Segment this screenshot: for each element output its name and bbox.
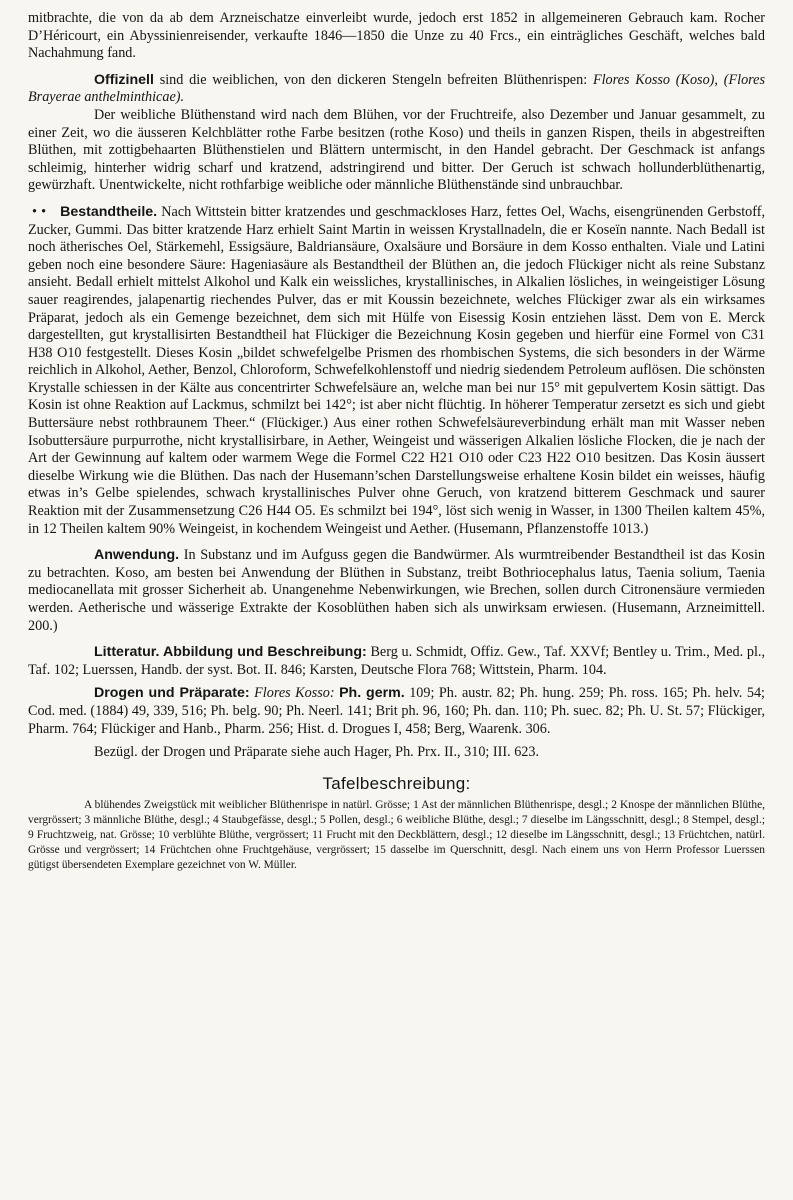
litteratur-text: Berg u. Schmidt, Offiz. Gew., Taf. XXVf; Bentley u. Trim., Med. pl., Taf. 102; Luerssen, Handb. der syst. Bot. II. 846; Karsten, Deutsche Flora 768; Wittstein, Pharm. 104. [28,644,765,678]
offizinell-text: sind die weiblichen, von den dickeren Stengeln befreiten Blüthenrispen: [153,71,593,88]
offizinell-heading: Offizinell [94,71,154,88]
spacer [28,63,765,72]
drogen-heading: Drogen und Präparate: [94,685,250,702]
offizinell-latin: Flores Kosso (Koso), (Flores Brayerae anthelminthicae). [28,71,765,106]
bestandtheile-text: Nach Wittstein bitter kratzendes und geschmackloses Harz, fettes Oel, Wachs, eisengrünenden Gerbstoff, Zucker, Gummi. Das bitter kratzende Harz erhielt Saint Martin in weissen Krystallnadeln, die er Koseïn nannte. Nach Bedall ist noch ätherisches Oel, Stärkemehl, Essigsäure, Baldriansäure, Oxalsäure und Borsäure in dem Kosso enthalten. Viale und Latini geben noch eine besondere Säure: Hageniasäure als Bestandtheil der Blüthen an, die jedoch Flückiger nicht als reine Substanz ansieht. Bedall erhielt mittelst Alkohol und Kalk ein weissliches, krystallinisches, in Alkalien lösliches, in weingeistiger Lösung sauer reagirendes, jalapenartig riechendes Pulver, das er mit Koussin bezeichnete, welches Flückiger zwar als ein wirksames Präparat, jedoch als ein Gemenge bezeichnet, dem sich mit Hülfe von Eisessig Kosin entziehen lässt. Dem von E. Merck dargestellten, gut krystallisirten Bestandtheil hat Flückiger die Bezeichnung Kosin gegeben und hierfür eine Formel von C31 H38 O10 festgestellt. Dieses Kosin „bildet schwefelgelbe Prismen des rhombischen Systems, die sich besonders in der Wärme reichlich in Alkohol, Aether, Benzol, Chloroform, Schwefelkohlenstoff und niedrig siedendem Petroleum auflösen. Die schönsten Krystalle schiessen in der Kälte aus concentrirter Schwefelsäure an, welche man bei nur 15° mit gepulvertem Kosin sättigt. Das Kosin ist ohne Reaktion auf Lackmus, schmilzt bei 142°; ist aber nicht flüchtig. In höherer Temperatur zersetzt es sich und giebt Buttersäure nebst rothbraunem Theer.“ (Flückiger.) Aus einer rothen Schwefelsäureverbindung erhält man mit Wasser neben Isobuttersäure purpurrothe, nicht krystallisirbare, in Aether, Weingeist und wässerigen Alkalien lösliche Flocken, die je nach der Art der Gewinnung auf kaltem oder warmem Wege die Formel C22 H21 O10 oder C23 H22 O10 besitzen. Das Kosin äussert dieselbe Wirkung wie die Blüthen. Das nach der Husemann’schen Darstellungsweise erhaltene Kosin bildet ein weisses, häufig etwas in’s Gelbe spielendes, schwach krystallinisches Pulver ohne Geruch, von kratzend bitterem Geschmack und saurer Reaktion mit der Zusammensetzung C26 H44 O5. Es schmilzt bei 194°, löst sich wenig in Wasser, in 1300 Theilen kaltem 45%, in 12 Theilen kaltem 90% Weingeist, in kochendem Weingeist und Aether. (Husemann, Pflanzenstoffe 1013.) [28,203,765,537]
intro-paragraph: mitbrachte, die von da ab dem Arzneischatze einverleibt wurde, jedoch erst 1852 in allgemeineren Gebrauch kam. Rocher D’Héricourt, ein Abyssinienreisender, verkaufte 1846—1850 die Unze zu 40 Frcs., ein einträgliches Geschäft, welches bald Nachahmung fand. [28,10,765,62]
drogen-pharmacopoeia: Ph. germ. [339,685,405,702]
spacer [28,538,765,547]
bluethenstand-paragraph: Der weibliche Blüthenstand wird nach dem Blühen, vor der Fruchtreife, also Dezember und Januar gesammelt, zu einer Zeit, wo die äusseren Kelchblätter rothe Farbe besitzen (rothe Koso) und theils in ganzen Rispen, theils in abgestreiften Blüthen, mit zottigbehaarten Blüthenstielen und Blättern untermischt, in den Handel gebracht. Der Geschmack ist anfangs schleimig, hinterher widrig scharf und kratzend, adstringirend und bitter. Der Geruch ist schwach hollunderblüthenartig, gewürzhaft. Unentwickelte, nicht rothfarbige weibliche oder männliche Blüthenstände sind unbrauchbar. [28,106,765,194]
bestandtheile-paragraph [28,204,765,538]
tafel-title: Tafelbeschreibung: [322,773,471,793]
drogen-latin: Flores Kosso: [249,685,340,702]
drogen-text: 109; Ph. austr. 82; Ph. hung. 259; Ph. ross. 165; Ph. helv. 54; Cod. med. (1884) 49, 339, 516; Ph. belg. 90; Ph. Neerl. 141; Brit ph. 96, 160; Ph. dan. 110; Ph. suec. 82; Ph. U. St. 57; Flückiger, Pharm. 764; Flückiger and Hanb., Pharm. 256; Hist. d. Drogues I, 458; Berg, Waarenk. 306. [28,685,765,737]
litteratur-heading: Litteratur. Abbildung und Beschreibung: [94,644,367,661]
offizinell-paragraph [28,72,765,107]
anwendung-paragraph [28,547,765,635]
bestandtheile-lead: • • [32,203,47,220]
bezuegl-paragraph: Bezügl. der Drogen und Präparate siehe auch Hager, Ph. Prx. II., 310; III. 623. [94,744,540,761]
bestandtheile-heading: Bestandtheile. [60,203,158,220]
spacer [28,635,765,644]
spacer [28,195,765,204]
anwendung-text: In Substanz und im Aufguss gegen die Bandwürmer. Als wurmtreibender Bestandtheil ist das Kosin zu betrachten. Koso, am besten bei Anwendung der Blüthen in Substanz, treibt Bothriocephalus latus, Taenia solium, Taenia mediocanellata mit grosser Sicherheit ab. Unangenehme Nebenwirkungen, wie Brechen, sollen durch Citronensäure vermieden werden. Aetherische und wässerige Extrakte der Kosoblüthen haben sich als unwirksam erwiesen. (Husemann, Arzneimittell. 200.) [28,547,765,634]
tafel-description: A blühendes Zweigstück mit weiblicher Blüthenrispe in natürl. Grösse; 1 Ast der männlichen Blüthenrispe, desgl.; 2 Knospe der männlichen Blüthe, vergrössert; 3 männliche Blüthe, desgl.; 4 Staubgefässe, desgl.; 5 Pollen, desgl.; 6 weibliche Blüthe, desgl.; 7 dieselbe im Längsschnitt, desgl.; 8 Stempel, desgl.; 9 Fruchtzweig, nat. Grösse; 10 verblühte Blüthe, vergrössert; 11 Frucht mit den Deckblättern, desgl.; 12 dieselbe im Längsschnitt, desgl.; 13 Früchtchen, natürl. Grösse und vergrössert; 14 Früchtchen ohne Fruchtgehäuse, vergrössert; 15 dasselbe im Querschnitt, desgl. Nach einem uns von Herrn Professor Luerssen gütigst übersendeten Exemplare gezeichnet von W. Müller. [28,798,765,871]
drogen-paragraph [28,685,765,738]
litteratur-paragraph [28,644,765,679]
anwendung-heading: Anwendung. [94,547,180,564]
